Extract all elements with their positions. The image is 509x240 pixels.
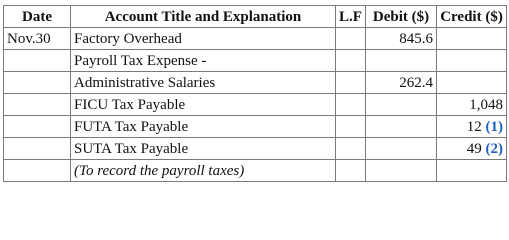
date-column-header: Date	[4, 6, 71, 28]
table-row	[4, 50, 507, 72]
reference-note: (2)	[485, 140, 503, 157]
debit-cell	[366, 94, 437, 116]
date-cell	[4, 72, 71, 94]
reference-note: (1)	[485, 118, 503, 135]
debit-cell: 262.4	[366, 72, 437, 94]
date-cell	[4, 116, 71, 138]
lf-cell	[336, 28, 366, 50]
credit-column-header: Credit ($)	[437, 6, 507, 28]
credit-cell	[437, 50, 507, 72]
account-cell: Payroll Tax Expense -	[71, 50, 336, 72]
credit-cell	[437, 138, 507, 160]
table-row	[4, 94, 507, 116]
debit-cell	[366, 116, 437, 138]
credit-cell	[437, 160, 507, 182]
table-row	[4, 138, 507, 160]
lf-cell	[336, 72, 366, 94]
account-cell: FICU Tax Payable	[71, 94, 336, 116]
credit-cell	[437, 72, 507, 94]
account-cell: Administrative Salaries	[71, 72, 336, 94]
date-cell	[4, 138, 71, 160]
account-cell: Factory Overhead	[71, 28, 336, 50]
journal-entry-table	[3, 5, 507, 182]
debit-cell: 845.6	[366, 28, 437, 50]
lf-cell	[336, 94, 366, 116]
lf-cell	[336, 116, 366, 138]
table-row	[4, 28, 507, 50]
credit-cell	[437, 28, 507, 50]
date-cell	[4, 94, 71, 116]
table-row	[4, 116, 507, 138]
lf-cell	[336, 160, 366, 182]
debit-cell	[366, 138, 437, 160]
debit-cell	[366, 50, 437, 72]
date-cell: Nov.30	[4, 28, 71, 50]
debit-cell	[366, 160, 437, 182]
credit-amount: 49	[466, 140, 482, 157]
header-row	[4, 6, 507, 28]
table-row	[4, 160, 507, 182]
account-column-header: Account Title and Explanation	[71, 6, 336, 28]
credit-cell	[437, 94, 507, 116]
account-cell: SUTA Tax Payable	[71, 138, 336, 160]
debit-column-header: Debit ($)	[366, 6, 437, 28]
credit-cell	[437, 116, 507, 138]
table-row	[4, 72, 507, 94]
credit-amount: 12	[466, 118, 482, 135]
lf-cell	[336, 50, 366, 72]
date-cell	[4, 50, 71, 72]
narration-cell: (To record the payroll taxes)	[71, 160, 336, 182]
date-cell	[4, 160, 71, 182]
account-cell: FUTA Tax Payable	[71, 116, 336, 138]
lf-cell	[336, 138, 366, 160]
lf-column-header: L.F	[336, 6, 366, 28]
credit-amount: 1,048	[469, 96, 503, 113]
